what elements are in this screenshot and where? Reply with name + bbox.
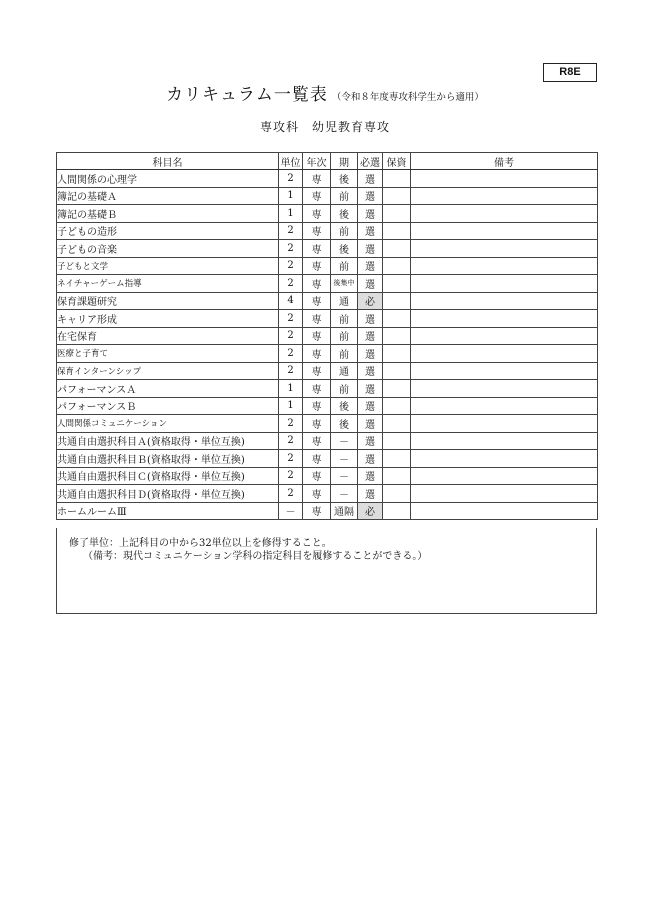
term-cell: 前 [331, 222, 358, 240]
year-cell: 専 [303, 450, 331, 468]
required-cell: 選 [358, 257, 383, 275]
completion-notes-box [56, 528, 597, 614]
required-cell: 選 [358, 170, 383, 188]
required-cell: 選 [358, 327, 383, 345]
table-row [57, 170, 598, 188]
certification-cell [383, 450, 411, 468]
required-cell: 選 [358, 380, 383, 398]
term-cell: － [331, 432, 358, 450]
subject-cell: 子どもと文学 [57, 257, 279, 275]
year-cell: 専 [303, 310, 331, 328]
remarks-cell [411, 345, 598, 363]
column-header-units: 単位 [279, 153, 303, 170]
remarks-cell [411, 240, 598, 258]
certification-cell [383, 380, 411, 398]
title-note: （令和８年度専攻科学生から適用） [331, 92, 484, 103]
column-header-subject: 科目名 [57, 153, 279, 170]
subject-cell: 共通自由選択科目Ｄ(資格取得・単位互換) [57, 485, 279, 503]
required-cell: 選 [358, 485, 383, 503]
term-cell: 前 [331, 345, 358, 363]
remarks-cell [411, 380, 598, 398]
year-cell: 専 [303, 327, 331, 345]
table-row [57, 222, 598, 240]
table-row [57, 502, 598, 520]
subject-cell: 人間関係コミュニケーション [57, 415, 279, 433]
year-cell: 専 [303, 275, 331, 293]
curriculum-table [56, 152, 598, 520]
subject-cell: ネイチャーゲーム指導 [57, 275, 279, 293]
term-cell: 前 [331, 257, 358, 275]
required-cell: 選 [358, 450, 383, 468]
certification-cell [383, 415, 411, 433]
term-cell: 後 [331, 205, 358, 223]
table-header-row [57, 153, 598, 170]
remarks-cell [411, 222, 598, 240]
term-cell: － [331, 467, 358, 485]
term-cell: 通 [331, 292, 358, 310]
table-row [57, 380, 598, 398]
term-cell: 前 [331, 380, 358, 398]
subject-cell: 人間関係の心理学 [57, 170, 279, 188]
year-cell: 専 [303, 170, 331, 188]
remarks-cell [411, 170, 598, 188]
units-cell: 1 [279, 205, 303, 223]
subject-cell: 共通自由選択科目Ａ(資格取得・単位互換) [57, 432, 279, 450]
term-cell: 前 [331, 187, 358, 205]
year-cell: 専 [303, 397, 331, 415]
term-cell: 後 [331, 415, 358, 433]
year-cell: 専 [303, 415, 331, 433]
units-cell: 2 [279, 275, 303, 293]
table-row [57, 187, 598, 205]
table-row [57, 275, 598, 293]
required-cell: 選 [358, 310, 383, 328]
table-row [57, 205, 598, 223]
subject-cell: キャリア形成 [57, 310, 279, 328]
required-cell: 選 [358, 187, 383, 205]
units-cell: 2 [279, 327, 303, 345]
year-cell: 専 [303, 467, 331, 485]
term-cell: 後 [331, 240, 358, 258]
table-body [57, 170, 598, 520]
certification-cell [383, 432, 411, 450]
page-subtitle: 専攻科 幼児教育専攻 [259, 120, 390, 134]
subject-cell: 共通自由選択科目Ｃ(資格取得・単位互換) [57, 467, 279, 485]
required-cell: 選 [358, 432, 383, 450]
certification-cell [383, 467, 411, 485]
remarks-cell [411, 362, 598, 380]
remarks-cell [411, 485, 598, 503]
units-cell: 2 [279, 345, 303, 363]
table-row [57, 257, 598, 275]
units-cell: － [279, 502, 303, 520]
units-cell: 1 [279, 187, 303, 205]
units-cell: 2 [279, 222, 303, 240]
year-cell: 専 [303, 240, 331, 258]
certification-cell [383, 397, 411, 415]
year-cell: 専 [303, 502, 331, 520]
column-header-term: 期 [331, 153, 358, 170]
remarks-cell [411, 415, 598, 433]
subject-cell: 簿記の基礎Ｂ [57, 205, 279, 223]
table-row [57, 450, 598, 468]
units-cell: 2 [279, 170, 303, 188]
term-cell: 前 [331, 310, 358, 328]
term-cell: － [331, 485, 358, 503]
table-row [57, 327, 598, 345]
term-cell: 通 [331, 362, 358, 380]
remarks-cell [411, 292, 598, 310]
remarks-cell [411, 432, 598, 450]
year-cell: 専 [303, 432, 331, 450]
certification-cell [383, 187, 411, 205]
column-header-required: 必選 [358, 153, 383, 170]
title-row [0, 80, 650, 105]
certification-cell [383, 240, 411, 258]
remarks-cell [411, 467, 598, 485]
required-cell: 選 [358, 362, 383, 380]
certification-cell [383, 502, 411, 520]
remarks-cell [411, 397, 598, 415]
units-cell: 2 [279, 485, 303, 503]
certification-cell [383, 345, 411, 363]
subject-cell: 共通自由選択科目Ｂ(資格取得・単位互換) [57, 450, 279, 468]
column-header-remarks: 備考 [411, 153, 598, 170]
term-cell: 後 [331, 170, 358, 188]
units-cell: 1 [279, 397, 303, 415]
required-cell: 選 [358, 205, 383, 223]
year-cell: 専 [303, 380, 331, 398]
year-cell: 専 [303, 187, 331, 205]
required-cell: 選 [358, 345, 383, 363]
table-row [57, 345, 598, 363]
table-row [57, 292, 598, 310]
units-cell: 2 [279, 257, 303, 275]
units-cell: 2 [279, 362, 303, 380]
remarks-cell [411, 327, 598, 345]
units-cell: 2 [279, 415, 303, 433]
subject-cell: 保育インターンシップ [57, 362, 279, 380]
year-cell: 専 [303, 485, 331, 503]
certification-cell [383, 257, 411, 275]
certification-cell [383, 170, 411, 188]
remarks-cell [411, 275, 598, 293]
term-cell: 前 [331, 327, 358, 345]
remarks-cell [411, 187, 598, 205]
remarks-cell [411, 450, 598, 468]
document-code-box: R8E [543, 63, 597, 82]
subject-cell: 保育課題研究 [57, 292, 279, 310]
remarks-note-text: （備考：現代コミュニケーション学科の指定科目を履修することができる。） [83, 551, 428, 562]
certification-cell [383, 292, 411, 310]
required-cell: 選 [358, 275, 383, 293]
certification-cell [383, 275, 411, 293]
remarks-cell [411, 257, 598, 275]
remarks-cell [411, 205, 598, 223]
required-cell: 選 [358, 240, 383, 258]
subject-cell: 医療と子育て [57, 345, 279, 363]
certification-cell [383, 485, 411, 503]
units-cell: 2 [279, 467, 303, 485]
subject-cell: パフォーマンスＢ [57, 397, 279, 415]
required-cell: 必 [358, 502, 383, 520]
subject-cell: 子どもの造形 [57, 222, 279, 240]
year-cell: 専 [303, 205, 331, 223]
certification-cell [383, 222, 411, 240]
required-cell: 選 [358, 415, 383, 433]
subject-cell: ホームルームⅢ [57, 502, 279, 520]
certification-cell [383, 362, 411, 380]
term-cell: － [331, 450, 358, 468]
year-cell: 専 [303, 292, 331, 310]
required-cell: 選 [358, 397, 383, 415]
column-header-certification: 保資 [383, 153, 411, 170]
units-cell: 2 [279, 240, 303, 258]
required-cell: 選 [358, 467, 383, 485]
year-cell: 専 [303, 222, 331, 240]
term-cell: 後 [331, 397, 358, 415]
units-cell: 2 [279, 310, 303, 328]
table-row [57, 362, 598, 380]
table-row [57, 310, 598, 328]
certification-cell [383, 310, 411, 328]
required-cell: 選 [358, 222, 383, 240]
completion-requirement-text: 修了単位：上記科目の中から32単位以上を修得すること。 [69, 538, 332, 549]
units-cell: 2 [279, 432, 303, 450]
subject-cell: 在宅保育 [57, 327, 279, 345]
table-row [57, 397, 598, 415]
subject-cell: 子どもの音楽 [57, 240, 279, 258]
subject-cell: パフォーマンスＡ [57, 380, 279, 398]
year-cell: 専 [303, 362, 331, 380]
table-row [57, 240, 598, 258]
column-header-year: 年次 [303, 153, 331, 170]
certification-cell [383, 327, 411, 345]
remarks-cell [411, 310, 598, 328]
units-cell: 2 [279, 450, 303, 468]
table-row [57, 432, 598, 450]
units-cell: 4 [279, 292, 303, 310]
year-cell: 専 [303, 257, 331, 275]
page-title: カリキュラム一覧表 [166, 85, 328, 105]
table-row [57, 467, 598, 485]
term-cell: 後集中 [331, 275, 358, 293]
required-cell: 必 [358, 292, 383, 310]
certification-cell [383, 205, 411, 223]
remarks-cell [411, 502, 598, 520]
term-cell: 通隔 [331, 502, 358, 520]
table-row [57, 415, 598, 433]
table-row [57, 485, 598, 503]
year-cell: 専 [303, 345, 331, 363]
subject-cell: 簿記の基礎Ａ [57, 187, 279, 205]
table-header [57, 153, 598, 170]
units-cell: 1 [279, 380, 303, 398]
